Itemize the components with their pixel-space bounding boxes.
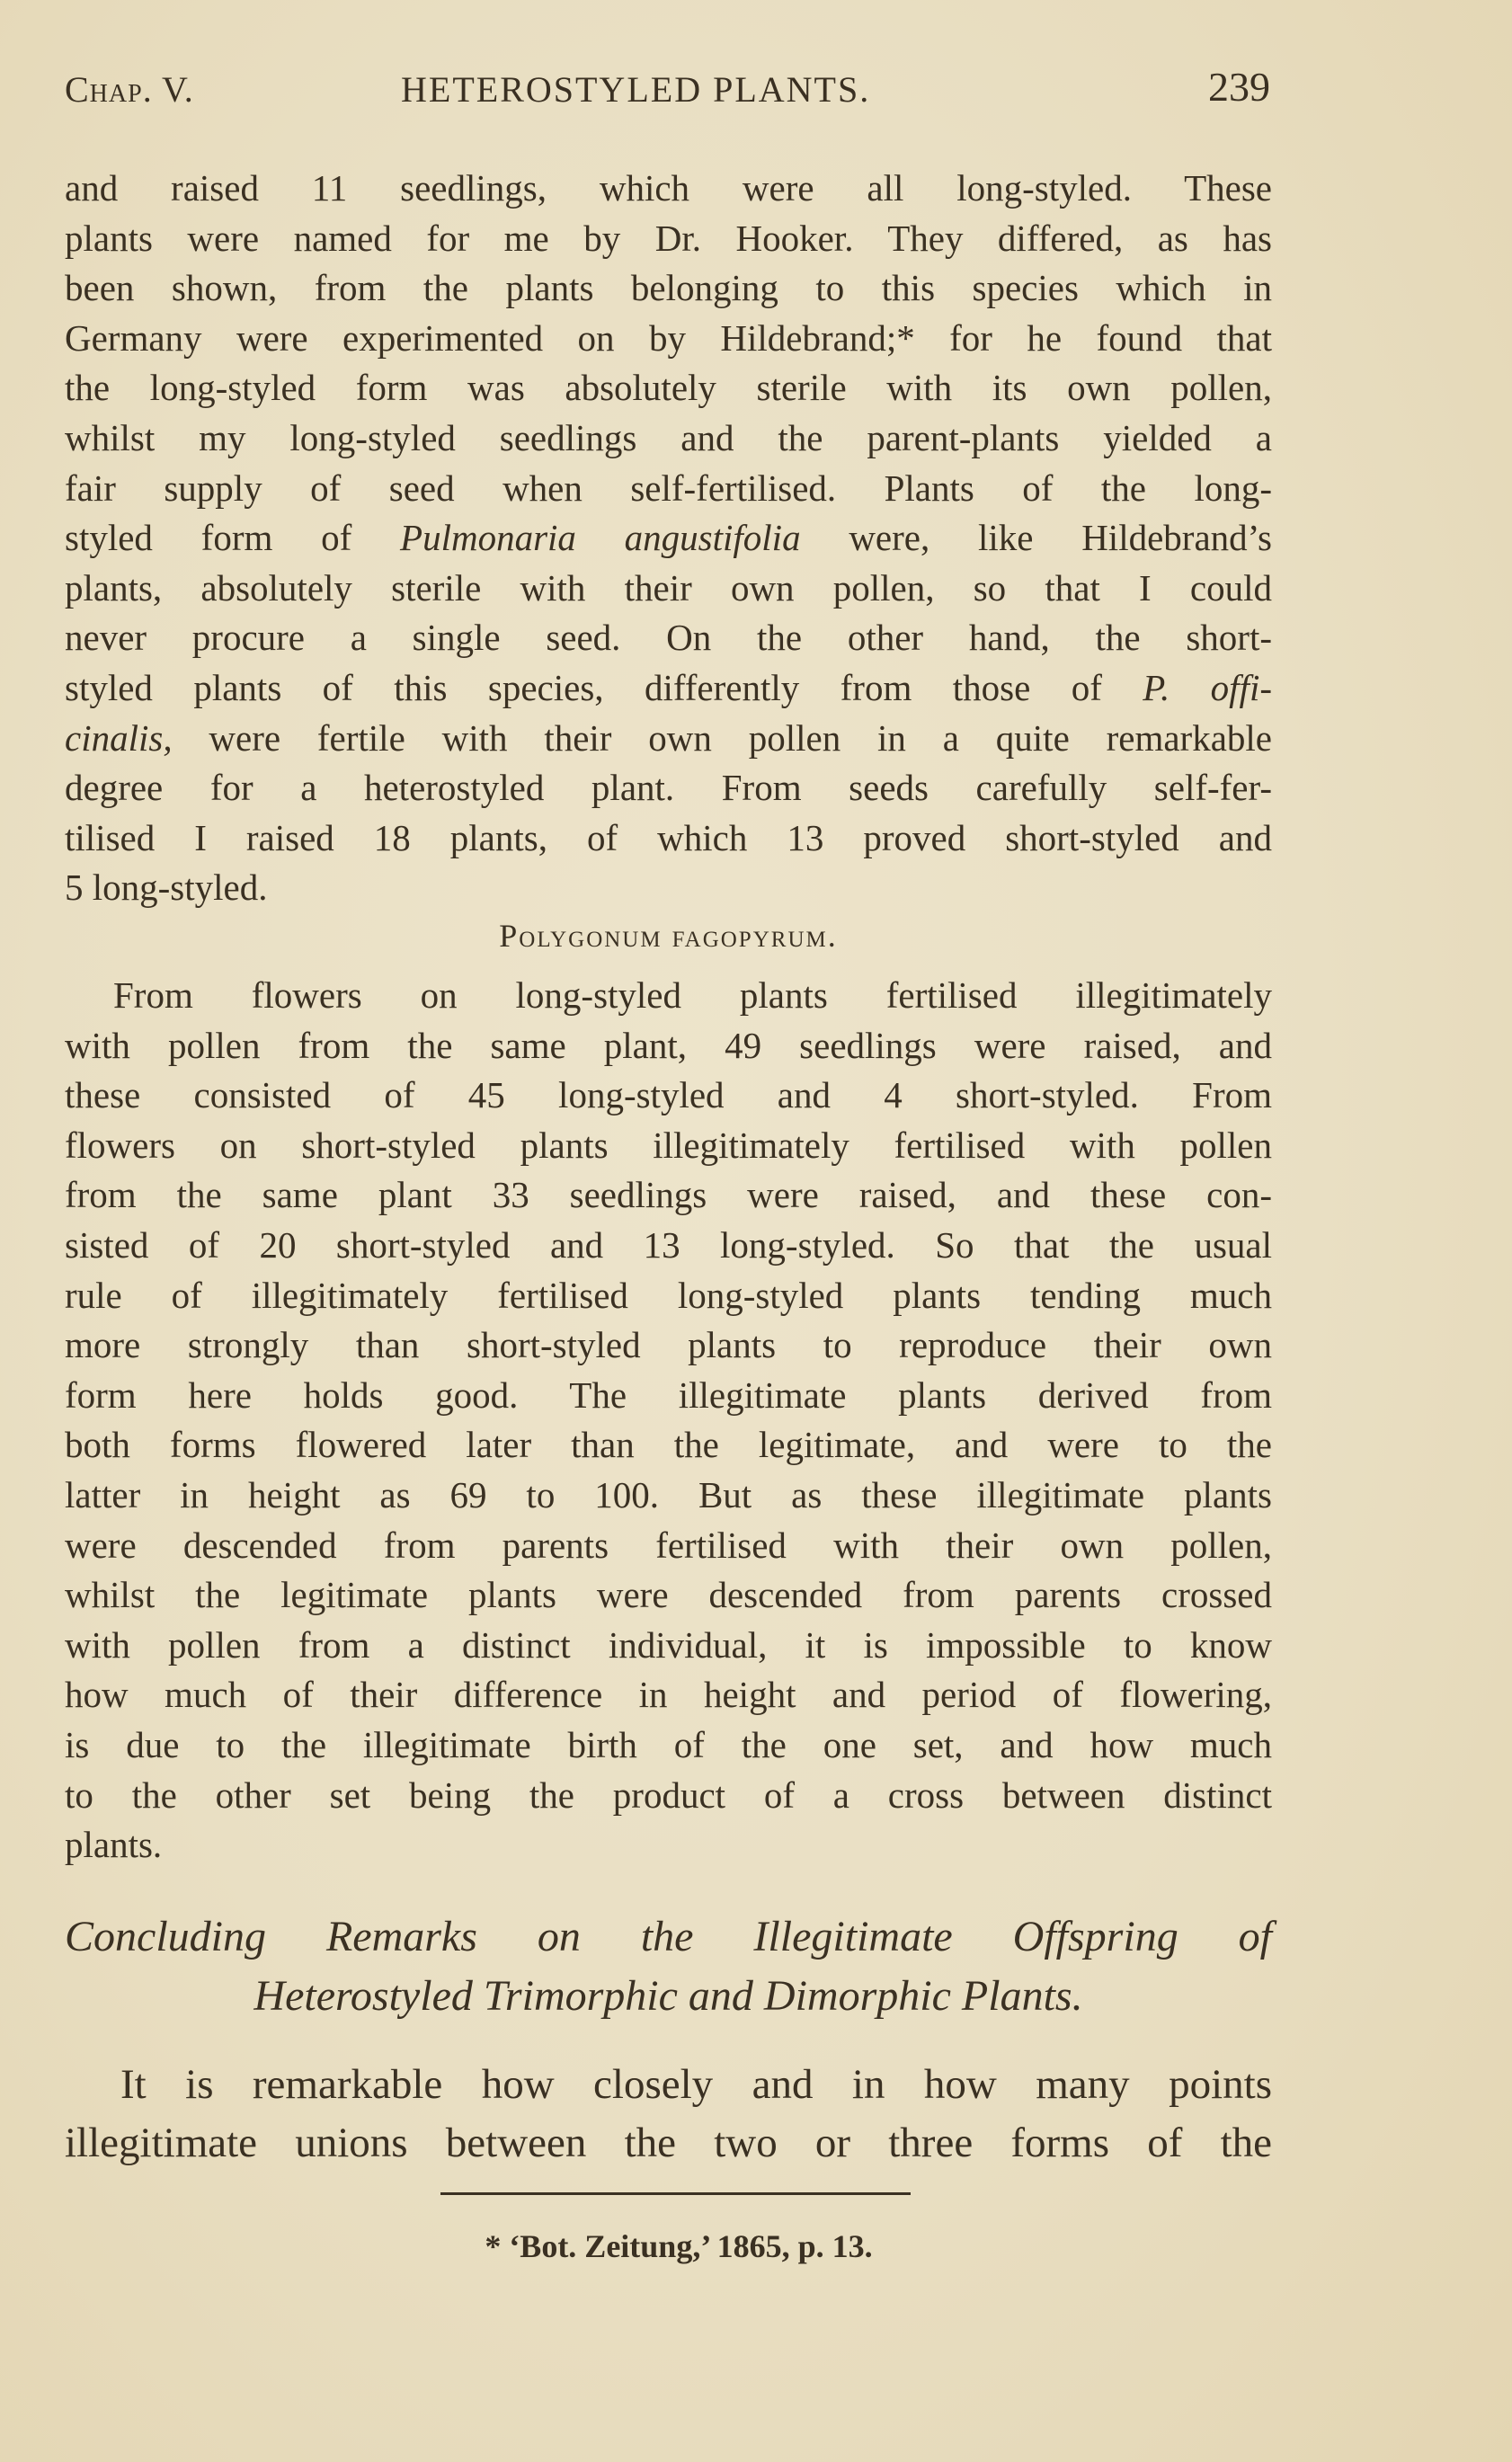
species-name: Pulmonaria angustifolia	[400, 517, 801, 559]
running-head	[65, 64, 1272, 119]
text-line: and raised 11 seedlings, which were all long-styled. These	[65, 167, 1272, 209]
text-line: been shown, from the plants belonging to this species which in	[65, 267, 1272, 309]
text-line: cinalis, were fertile with their own pollen in a quite remarkable	[65, 716, 1272, 759]
text-line: tilised I raised 18 plants, of which 13 proved short-styled and	[65, 816, 1272, 858]
text-line: sisted of 20 short-styled and 13 long-styled. So that the usual	[65, 1223, 1272, 1266]
text-line: how much of their difference in height and period of flowering,	[65, 1674, 1272, 1716]
text-line: from the same plant 33 seedlings were raised, and these con-	[65, 1174, 1272, 1216]
text-line: with pollen from a distinct individual, it is impossible to know	[65, 1623, 1272, 1666]
species-name: P. offi-	[1143, 666, 1272, 708]
text-line: form here holds good. The illegitimate plants derived from	[65, 1373, 1272, 1416]
concluding-heading-line-2: Heterostyled Trimorphic and Dimorphic Plants.	[253, 1972, 1083, 2020]
paragraph-3-line-2: illegitimate unions between the two or three forms of the	[65, 2120, 1272, 2166]
footnote: * ‘Bot. Zeitung,’ 1865, p. 13.	[485, 2228, 873, 2264]
text-line: never procure a single seed. On the other hand, the short-	[65, 617, 1272, 659]
section-heading: Polygonum fagopyrum.	[499, 918, 838, 954]
text-line: with pollen from the same plant, 49 seedlings were raised, and	[65, 1024, 1272, 1066]
text-line: whilst the legitimate plants were descended from parents crossed	[65, 1574, 1272, 1616]
paragraph-1	[65, 164, 1272, 913]
text-line: plants, absolutely sterile with their own pollen, so that I could	[65, 566, 1272, 609]
text-line: degree for a heterostyled plant. From seeds carefully self-fer-	[65, 767, 1272, 809]
text-line: 5 long-styled.	[65, 867, 268, 909]
text-line: flowers on short-styled plants illegitimately fertilised with pollen	[65, 1124, 1272, 1166]
text-line: From flowers on long-styled plants fertilised illegitimately	[113, 974, 1272, 1016]
text-line: rule of illegitimately fertilised long-styled plants tending much	[65, 1274, 1272, 1316]
text-line: to the other set being the product of a cross between distinct	[65, 1773, 1272, 1816]
species-name: cinalis,	[65, 716, 173, 759]
text-line: more strongly than short-styled plants to reproduce their own	[65, 1324, 1272, 1366]
text-line: the long-styled form was absolutely sterile with its own pollen,	[65, 367, 1272, 409]
concluding-heading-line-1: Concluding Remarks on the Illegitimate Offspring of	[65, 1913, 1272, 1960]
page-number: 239	[1208, 64, 1270, 110]
paragraph-3-line-1: It is remarkable how closely and in how many points	[120, 2061, 1272, 2108]
text-line: these consisted of 45 long-styled and 4 short-styled. From	[65, 1074, 1272, 1116]
text-line: fair supply of seed when self-fertilised. Plants of the long-	[65, 467, 1272, 509]
running-title: HETEROSTYLED PLANTS.	[401, 69, 871, 110]
text-line: is due to the illegitimate birth of the one set, and how much	[65, 1723, 1272, 1765]
text-line: were descended from parents fertilised with their own pollen,	[65, 1524, 1272, 1566]
paragraph-2	[65, 971, 1272, 1871]
text-line: whilst my long-styled seedlings and the parent-plants yielded a	[65, 416, 1272, 458]
text-line: plants.	[65, 1824, 163, 1866]
footnote-rule	[440, 2192, 911, 2195]
chapter-label: Chap. V.	[65, 69, 194, 110]
text-line: Germany were experimented on by Hildebrand;* for he found that	[65, 316, 1272, 359]
text-line: latter in height as 69 to 100. But as these illegitimate plants	[65, 1473, 1272, 1515]
text-line: both forms flowered later than the legitimate, and were to the	[65, 1424, 1272, 1466]
text-line: plants were named for me by Dr. Hooker. They differed, as has	[65, 217, 1272, 259]
text-line: styled plants of this species, differently from those of P. offi-	[65, 666, 1272, 708]
text-line: styled form of Pulmonaria angustifolia were, like Hildebrand’s	[65, 517, 1272, 559]
